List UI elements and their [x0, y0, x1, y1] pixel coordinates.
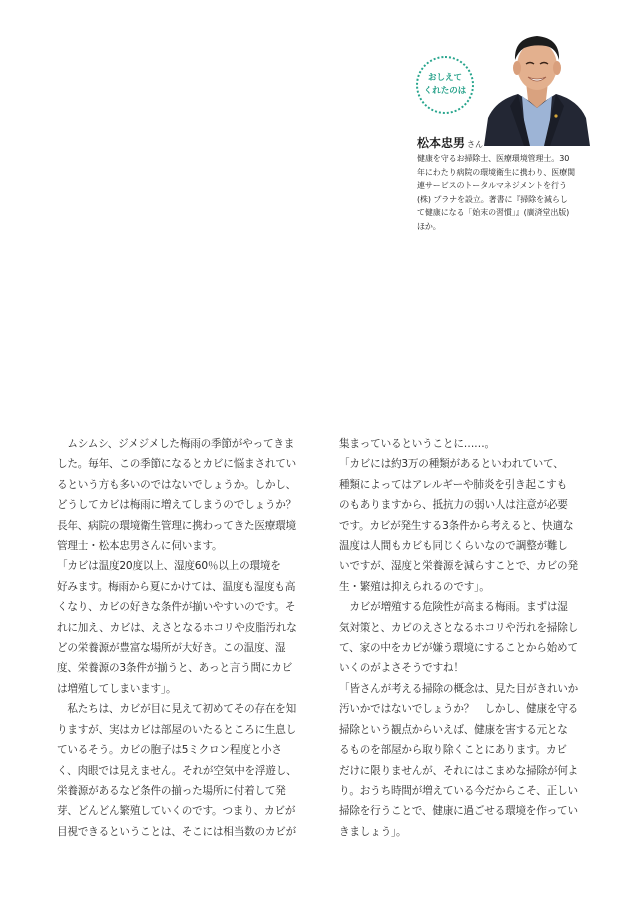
- badge-line-1: おしえて: [427, 73, 462, 83]
- bio-line: 健康を守るお掃除士、医療環境管理士。30: [417, 154, 570, 163]
- article-line: ムシムシ、ジメジメした梅雨の季節がやってきま: [57, 438, 295, 450]
- article-line: 目視できるということは、そこには相当数のカビが: [57, 825, 297, 838]
- profile-name: 松本忠男: [417, 136, 466, 150]
- article-line: した。毎年、この季節になるとカビに悩まされてい: [57, 458, 297, 471]
- article-line: れに加え、カビは、えさとなるホコリや皮脂汚れな: [57, 621, 297, 634]
- article-line: 気対策と、カビのえさとなるホコリや汚れを掃除し: [339, 621, 579, 634]
- article-line: くなり、カビの好きな条件が揃いやすいのです。そ: [57, 601, 296, 614]
- article-line: り。おうち時間が増えている今だからこそ、正しい: [339, 784, 578, 797]
- article-line: 管理士・松本忠男さんに伺います。: [57, 540, 223, 553]
- article-line: 私たちは、カビが目に見えて初めてその存在を知: [57, 703, 297, 716]
- profile-honorific: さん: [467, 140, 484, 149]
- article-line: です。カビが発生する3条件から考えると、快適な: [339, 519, 574, 532]
- article-line: きましょう」。: [339, 825, 407, 838]
- article-line: カビが増殖する危険性が高まる梅雨。まずは湿: [339, 601, 568, 614]
- article-line: 温度は人間もカビも同じくらいなので調整が難し: [339, 540, 568, 553]
- bio-line: 連サービスのトータルマネジメントを行う: [417, 181, 567, 191]
- article-line: いくのがよさそうですね！: [339, 662, 464, 675]
- bio-line: (株) プラナを設立。著書に『掃除を減らし: [417, 194, 568, 204]
- article-line: 「カビは温度20度以上、湿度60％以上の環境を: [57, 560, 281, 573]
- article-line: 生・繁殖は抑えられるのです」。: [339, 580, 490, 593]
- article-column-right: [339, 434, 583, 842]
- article-line: 掃除を行うことで、健康に過ごせる環境を作ってい: [339, 805, 578, 818]
- portrait-photo: [484, 30, 590, 146]
- profile-badge: [416, 56, 474, 114]
- article-line: く、肉眼では見えません。それが空気中を浮遊し、: [57, 764, 297, 777]
- portrait-illustration: [484, 30, 590, 146]
- article-line: 「カビには約3万の種類があるといわれていて、: [339, 458, 564, 471]
- article-line: りますが、実はカビは部屋のいたるところに生息し: [57, 723, 297, 736]
- article-line: 栄養源があるなど条件の揃った場所に付着して発: [57, 784, 286, 797]
- badge-line-2: くれたのは: [423, 86, 467, 96]
- bio-line: 年にわたり病院の環境衛生に携わり、医療関: [417, 167, 575, 177]
- article-line: どうしてカビは梅雨に増えてしまうのでしょうか？: [57, 499, 297, 512]
- article-line: 種類によってはアレルギーや肺炎を引き起こすも: [339, 478, 567, 491]
- article-line: 「皆さんが考える掃除の概念は、見た目がきれいか: [339, 682, 579, 695]
- article-line: のもありますから、抵抗力の弱い人は注意が必要: [339, 499, 568, 512]
- article-line: ているそう。カビの胞子は5ミクロン程度と小さ: [57, 744, 282, 757]
- article-line: だけに限りませんが、それにはこまめな掃除が何よ: [339, 764, 579, 777]
- profile-name-line: [417, 134, 483, 151]
- article-line: 好みます。梅雨から夏にかけては、温度も湿度も高: [57, 580, 296, 593]
- article-line: どの栄養源が豊富な場所が大好き。この温度、湿: [57, 642, 286, 655]
- article-line: 汚いかではないでしょうか？ しかし、健康を守る: [339, 703, 579, 716]
- article-line: て、家の中をカビが嫌う環境にすることから始めて: [339, 642, 578, 655]
- article-line: るという方も多いのではないでしょうか。しかし、: [57, 478, 297, 491]
- article-line: 度、栄養源の3条件が揃うと、あっと言う間にカビ: [57, 662, 293, 675]
- article-line: 芽、どんどん繁殖していくのです。つまり、カビが: [57, 805, 296, 818]
- profile-bio: [417, 152, 601, 234]
- article-line: 集まっているということに……。: [339, 438, 495, 450]
- article-line: 掃除という観点からいえば、健康を害する元とな: [339, 723, 568, 736]
- article-line: るものを部屋から取り除くことにあります。カビ: [339, 744, 567, 757]
- bio-line: ほか。: [417, 221, 441, 231]
- article-column-left: [57, 434, 301, 842]
- bio-line: て健康になる「始末の習慣」』(廣済堂出版): [417, 208, 570, 218]
- article-line: は増殖してしまいます」。: [57, 682, 177, 695]
- article-line: いですが、湿度と栄養源を減らすことで、カビの発: [339, 560, 578, 573]
- article-line: 長年、病院の環境衛生管理に携わってきた医療環境: [57, 519, 296, 532]
